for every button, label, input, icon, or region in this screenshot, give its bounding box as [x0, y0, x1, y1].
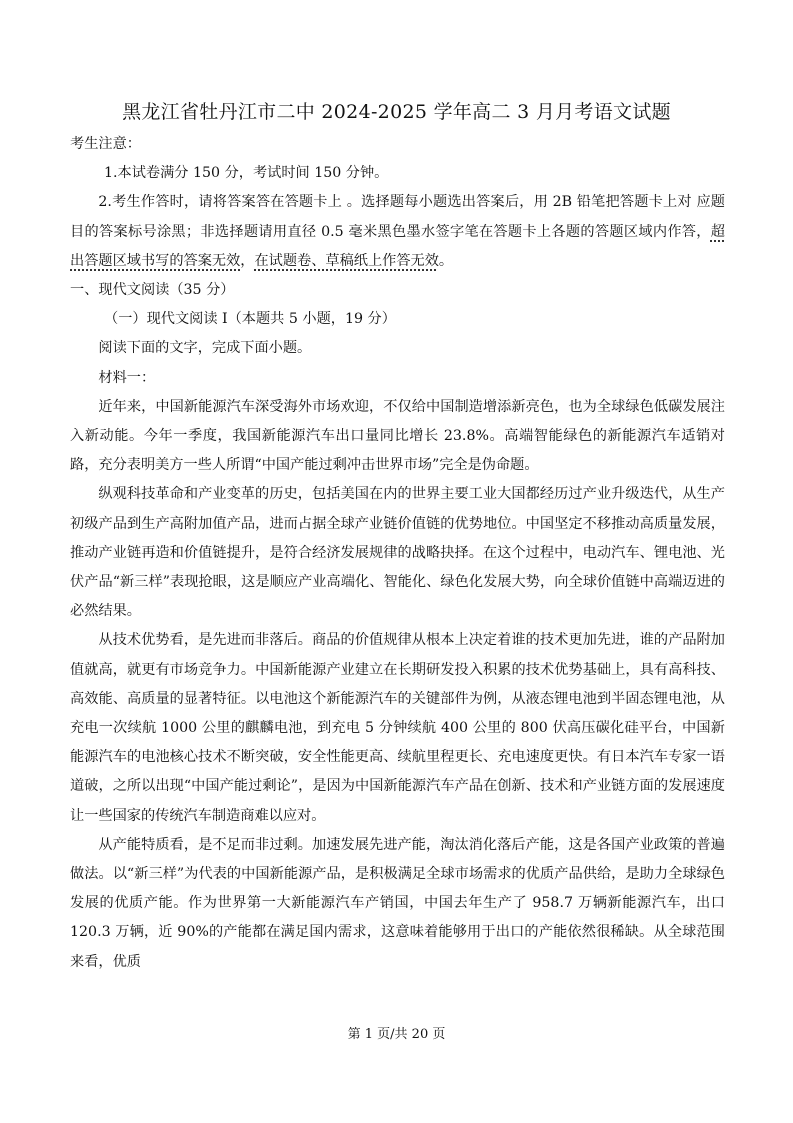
- page-title: 黑龙江省牡丹江市二中 2024-2025 学年高二 3 月月考语文试题: [122, 101, 671, 123]
- paragraph: 从产能特质看，是不足而非过剩。加速发展先进产能，淘汰消化落后产能，这是各国产业政策的普遍做法。以“新三样”为代表的中国新能源产品，是积极满足全球市场需求的优质产品供给，是助力全球绿色发展的优质产能。作为世界第一大新能源汽车产销国，中国去年生产了 958.7 万辆新能源汽车，出口 120.3 万辆，近 90%的产能都在满足国内需求，这意味着能够用于出口的产能依然很稀缺。从全球范围来看，优质: [70, 836, 725, 970]
- material-label: 材料一：: [98, 369, 156, 386]
- sub-section-heading: （一）现代文阅读 I（本题共 5 小题，19 分）: [104, 311, 396, 328]
- notice-item-1: 1.本试卷满分 150 分，考试时间 150 分钟。: [104, 165, 389, 182]
- notice-comma: ，: [240, 252, 255, 269]
- emphasis-text-1: 超出答题区域书写的答案无效: [70, 223, 725, 269]
- reading-instruction: 阅读下面的文字，完成下面小题。: [98, 340, 312, 357]
- page-number: 第 1 页/共 20 页: [347, 1027, 446, 1042]
- document-body: [70, 130, 725, 977]
- notice-heading: 考生注意：: [70, 136, 141, 152]
- emphasis-text-2: 在试题卷、草稿纸上作答无效: [254, 252, 439, 269]
- notice-item-2: [70, 188, 725, 276]
- paragraph: 近年来，中国新能源汽车深受海外市场欢迎，不仅给中国制造增添新亮色，也为全球绿色低碳发展注入新动能。今年一季度，我国新能源汽车出口量同比增长 23.8%。高端智能绿色的新能源汽车适销对路，充分表明美方一些人所谓“中国产能过剩冲击世界市场”完全是伪命题。: [70, 398, 725, 474]
- paragraph: 从技术优势看，是先进而非落后。商品的价值规律从根本上决定着谁的技术更加先进，谁的产品附加值就高，就更有市场竞争力。中国新能源产业建立在长期研发投入积累的技术优势基础上，具有高科技、高效能、高质量的显著特征。以电池这个新能源汽车的关键部件为例，从液态锂电池到半固态锂电池，从充电一次续航 1000 公里的麒麟电池，到充电 5 分钟续航 400 公里的 800 伏高压碳化硅平台，中国新能源汽车的电池核心技术不断突破，安全性能更高、续航里程更长、充电速度更快。有日本汽车专家一语道破，之所以出现“中国产能过剩论”，是因为中国新能源汽车产品在创新、技术和产业链方面的发展速度让一些国家的传统汽车制造商难以应对。: [70, 632, 725, 824]
- notice-item-2-text: 2.考生作答时，请将答案答在答题卡上 。选择题每小题选出答案后，用 2B 铅笔把答题卡上对 应题目的答案标号涂黑；非选择题请用直径 0.5 毫米黑色墨水签字笔在答题卡上各题的答题区域内作答，: [70, 194, 725, 240]
- paragraph: 纵观科技革命和产业变革的历史，包括美国在内的世界主要工业大国都经历过产业升级迭代，从生产初级产品到生产高附加值产品，进而占据全球产业链价值链的优势地位。中国坚定不移推动高质量发展，推动产业链再造和价值链提升，是符合经济发展规律的战略抉择。在这个过程中，电动汽车、锂电池、光伏产品“新三样”表现抢眼，这是顺应产业高端化、智能化、绿色化发展大势，向全球价值链中高端迈进的必然结果。: [70, 486, 725, 620]
- notice-period: 。: [438, 252, 454, 269]
- section-heading: 一、现代文阅读（35 分）: [70, 282, 235, 299]
